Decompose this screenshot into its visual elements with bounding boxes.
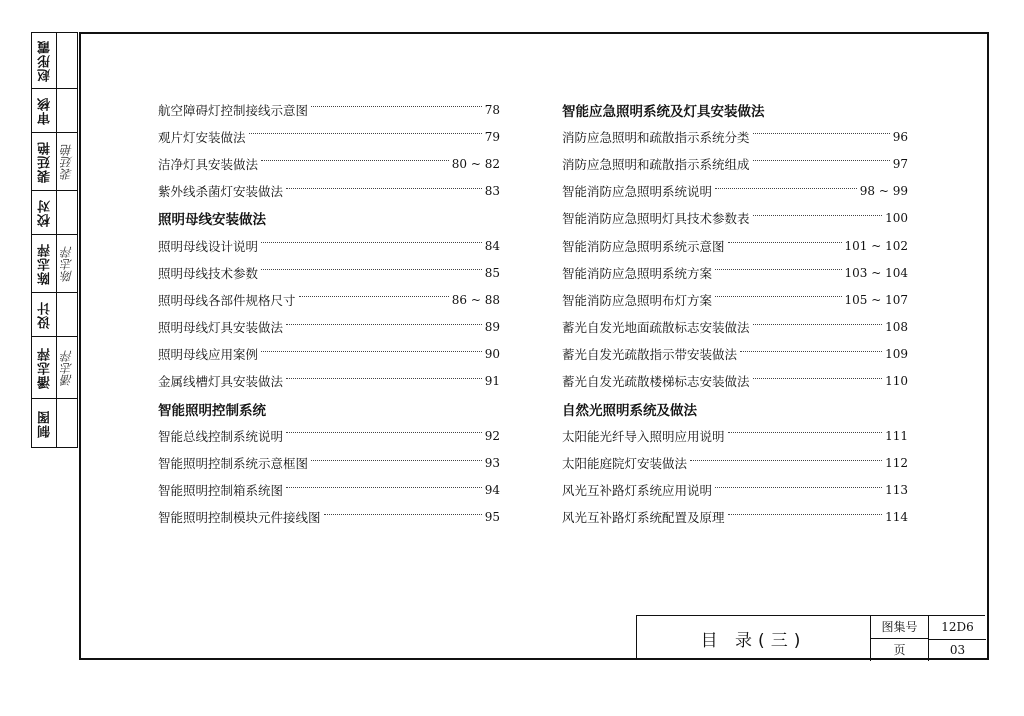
dot-leader bbox=[753, 324, 883, 325]
dot-leader bbox=[715, 188, 857, 189]
entry-title: 智能总线控制系统说明 bbox=[158, 428, 284, 444]
entry-page: 113 bbox=[885, 483, 908, 498]
toc-entry bbox=[158, 449, 500, 476]
dot-leader bbox=[753, 133, 890, 134]
toc-entry bbox=[562, 259, 908, 286]
entry-page: 98 ~ 99 bbox=[859, 184, 908, 199]
strip-label: 赵彤霞 bbox=[37, 39, 53, 82]
toc-left-column bbox=[158, 96, 500, 531]
strip-label: 裴廷艳 bbox=[37, 140, 53, 183]
toc-entry bbox=[158, 314, 500, 341]
entry-page: 93 bbox=[484, 456, 500, 471]
dot-leader bbox=[753, 160, 890, 161]
strip-cell-3 bbox=[32, 133, 77, 191]
toc-entry bbox=[158, 286, 500, 313]
dot-leader bbox=[715, 487, 882, 488]
drawing-title: 目 录(三) bbox=[637, 616, 871, 661]
entry-page: 109 bbox=[885, 347, 908, 362]
entry-page: 92 bbox=[484, 428, 500, 443]
toc-entry bbox=[158, 368, 500, 395]
entry-title: 风光互补路灯系统应用说明 bbox=[562, 483, 713, 499]
toc-entry bbox=[562, 449, 908, 476]
strip-label: 审核 bbox=[37, 96, 53, 125]
dot-leader bbox=[753, 215, 883, 216]
entry-title: 紫外线杀菌灯安装做法 bbox=[158, 184, 284, 200]
entry-title: 照明母线设计说明 bbox=[158, 238, 259, 254]
entry-page: 114 bbox=[885, 510, 908, 525]
dot-leader bbox=[261, 351, 482, 352]
dot-leader bbox=[286, 432, 482, 433]
title-block bbox=[636, 615, 985, 660]
dot-leader bbox=[249, 133, 482, 134]
page-label: 页 bbox=[871, 639, 929, 662]
toc-entry bbox=[562, 205, 908, 232]
atlas-number-value: 12D6 bbox=[929, 616, 986, 640]
toc-entry bbox=[158, 150, 500, 177]
entry-title: 航空障碍灯控制接线示意图 bbox=[158, 102, 309, 118]
entry-page: 85 bbox=[484, 265, 500, 280]
signature-strip bbox=[31, 32, 78, 448]
strip-label: 陈志萍 bbox=[37, 242, 53, 285]
strip-cell-5 bbox=[32, 235, 77, 293]
toc-entry bbox=[158, 123, 500, 150]
dot-leader bbox=[728, 432, 883, 433]
toc-entry bbox=[158, 341, 500, 368]
toc-entry bbox=[562, 150, 908, 177]
entry-title: 风光互补路灯系统配置及原理 bbox=[562, 510, 725, 526]
signature: 潘志萍 bbox=[60, 349, 74, 386]
toc-section-heading bbox=[562, 96, 908, 123]
toc-entry bbox=[562, 286, 908, 313]
entry-page: 89 bbox=[484, 320, 500, 335]
entry-title: 太阳能光纤导入照明应用说明 bbox=[562, 428, 725, 444]
strip-label: 潘志萍 bbox=[37, 346, 53, 389]
entry-title: 照明母线各部件规格尺寸 bbox=[158, 292, 296, 308]
entry-page: 86 ~ 88 bbox=[451, 292, 500, 307]
entry-title: 智能消防应急照明系统方案 bbox=[562, 265, 713, 281]
entry-page: 101 ~ 102 bbox=[844, 238, 908, 253]
entry-page: 91 bbox=[484, 374, 500, 389]
toc-entry bbox=[158, 477, 500, 504]
dot-leader bbox=[740, 351, 882, 352]
page-number: 03 bbox=[949, 642, 966, 657]
entry-page: 84 bbox=[484, 238, 500, 253]
dot-leader bbox=[753, 378, 883, 379]
toc-entry bbox=[562, 341, 908, 368]
toc-entry bbox=[158, 259, 500, 286]
toc-entry bbox=[562, 477, 908, 504]
dot-leader bbox=[286, 378, 482, 379]
toc-entry bbox=[158, 96, 500, 123]
signature: 陈志萍 bbox=[60, 245, 74, 282]
strip-cell-4 bbox=[32, 191, 77, 235]
dot-leader bbox=[311, 106, 482, 107]
entry-page: 94 bbox=[484, 483, 500, 498]
toc-entry bbox=[562, 422, 908, 449]
toc-entry bbox=[158, 504, 500, 531]
entry-title: 太阳能庭院灯安装做法 bbox=[562, 456, 688, 472]
dot-leader bbox=[286, 188, 482, 189]
toc-section-heading bbox=[158, 395, 500, 422]
entry-page: 79 bbox=[484, 129, 500, 144]
entry-title: 智能消防应急照明系统示意图 bbox=[562, 238, 725, 254]
toc-right-column bbox=[562, 96, 908, 531]
entry-title: 智能消防应急照明布灯方案 bbox=[562, 292, 713, 308]
toc-entry bbox=[562, 368, 908, 395]
toc-section-heading bbox=[562, 395, 908, 422]
toc-entry bbox=[562, 314, 908, 341]
entry-page: 78 bbox=[484, 102, 500, 117]
toc-entry bbox=[158, 178, 500, 205]
toc-entry bbox=[562, 123, 908, 150]
entry-title: 观片灯安装做法 bbox=[158, 129, 246, 145]
dot-leader bbox=[261, 242, 482, 243]
entry-page: 110 bbox=[885, 374, 908, 389]
strip-label: 制图 bbox=[37, 410, 53, 438]
section-title: 自然光照明系统及做法 bbox=[562, 402, 697, 419]
entry-page: 103 ~ 104 bbox=[844, 265, 908, 280]
entry-page: 108 bbox=[885, 320, 908, 335]
dot-leader bbox=[299, 296, 449, 297]
entry-title: 蓄光自发光疏散楼梯标志安装做法 bbox=[562, 374, 750, 390]
strip-cell-8 bbox=[32, 399, 77, 449]
section-title: 照明母线安装做法 bbox=[158, 212, 266, 229]
toc-entry bbox=[562, 504, 908, 531]
strip-cell-1 bbox=[32, 33, 77, 89]
strip-cell-6 bbox=[32, 293, 77, 337]
toc-entry bbox=[158, 422, 500, 449]
dot-leader bbox=[311, 460, 482, 461]
strip-cell-7 bbox=[32, 337, 77, 399]
entry-title: 金属线槽灯具安装做法 bbox=[158, 374, 284, 390]
entry-title: 蓄光自发光地面疏散标志安装做法 bbox=[562, 320, 750, 336]
toc-entry bbox=[158, 232, 500, 259]
entry-page: 83 bbox=[484, 184, 500, 199]
entry-page: 100 bbox=[885, 211, 908, 226]
entry-title: 智能照明控制模块元件接线图 bbox=[158, 510, 321, 526]
dot-leader bbox=[715, 296, 841, 297]
dot-leader bbox=[261, 160, 449, 161]
dot-leader bbox=[286, 487, 482, 488]
entry-page: 97 bbox=[892, 156, 908, 171]
entry-title: 蓄光自发光疏散指示带安装做法 bbox=[562, 347, 738, 363]
dot-leader bbox=[728, 514, 883, 515]
entry-page: 96 bbox=[892, 129, 908, 144]
dot-leader bbox=[715, 269, 841, 270]
signature: 裴廷艳 bbox=[60, 143, 74, 180]
dot-leader bbox=[286, 324, 482, 325]
dot-leader bbox=[690, 460, 882, 461]
entry-title: 智能照明控制系统示意框图 bbox=[158, 456, 309, 472]
entry-title: 智能消防应急照明灯具技术参数表 bbox=[562, 211, 750, 227]
entry-title: 智能照明控制箱系统图 bbox=[158, 483, 284, 499]
entry-title: 照明母线应用案例 bbox=[158, 347, 259, 363]
section-title: 智能照明控制系统 bbox=[158, 402, 266, 419]
strip-cell-2 bbox=[32, 89, 77, 133]
entry-page: 112 bbox=[885, 456, 908, 471]
toc-section-heading bbox=[158, 205, 500, 232]
section-title: 智能应急照明系统及灯具安装做法 bbox=[562, 103, 765, 120]
entry-page: 111 bbox=[885, 428, 908, 443]
toc-entry bbox=[562, 232, 908, 259]
atlas-number-label: 图集号 bbox=[871, 616, 929, 639]
dot-leader bbox=[728, 242, 842, 243]
entry-title: 消防应急照明和疏散指示系统分类 bbox=[562, 129, 750, 145]
entry-title: 消防应急照明和疏散指示系统组成 bbox=[562, 156, 750, 172]
toc-entry bbox=[562, 178, 908, 205]
entry-page: 80 ~ 82 bbox=[451, 156, 500, 171]
entry-title: 洁净灯具安装做法 bbox=[158, 156, 259, 172]
dot-leader bbox=[324, 514, 482, 515]
dot-leader bbox=[261, 269, 482, 270]
entry-title: 照明母线技术参数 bbox=[158, 265, 259, 281]
entry-title: 照明母线灯具安装做法 bbox=[158, 320, 284, 336]
entry-page: 95 bbox=[484, 510, 500, 525]
entry-title: 智能消防应急照明系统说明 bbox=[562, 184, 713, 200]
strip-label: 设计 bbox=[37, 300, 53, 329]
entry-page: 90 bbox=[484, 347, 500, 362]
entry-page: 105 ~ 107 bbox=[844, 292, 908, 307]
strip-label: 校对 bbox=[37, 198, 53, 227]
